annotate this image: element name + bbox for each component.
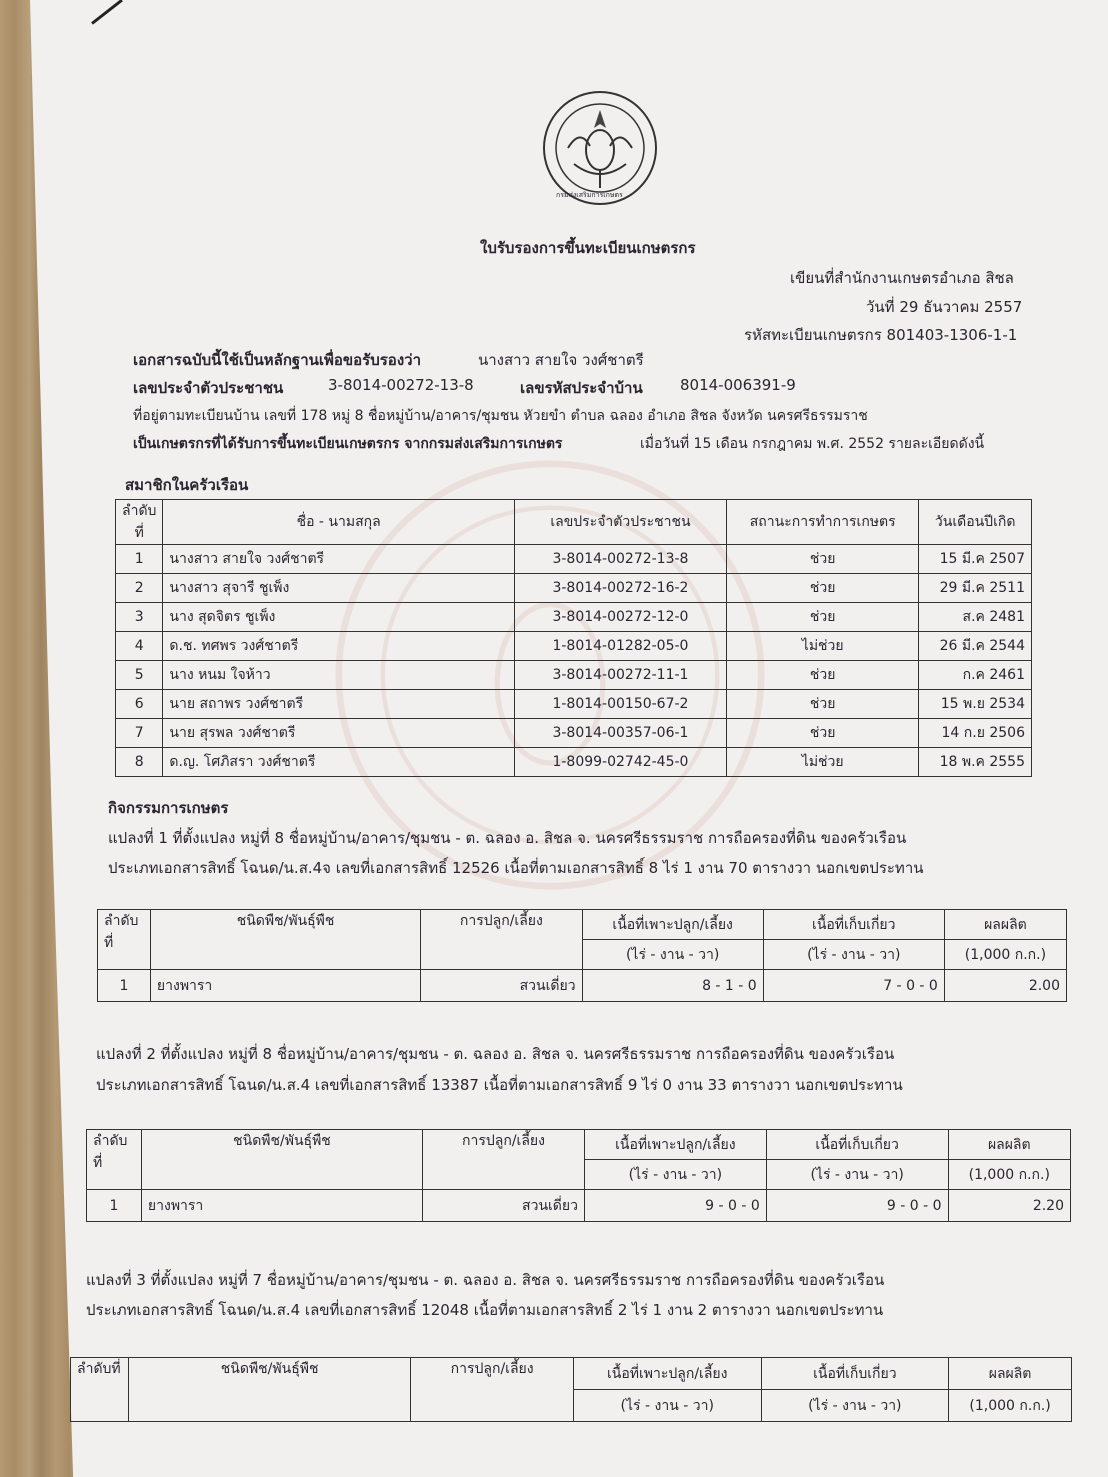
cell-no: 6 <box>116 690 163 719</box>
header-no: ลำดับที่ <box>116 500 163 545</box>
p2-h-unit-a: (ไร่ - งาน - วา) <box>584 1160 766 1190</box>
p1-h-no: ลำดับที่ <box>98 910 151 970</box>
cell-no: 1 <box>87 1190 142 1222</box>
p2-h-planted: เนื้อที่เพาะปลูก/เลี้ยง <box>584 1130 766 1160</box>
cell-name: ด.ญ. โศภิสรา วงศ์ชาตรี <box>163 748 514 777</box>
cell-id: 1-8099-02742-45-0 <box>514 748 726 777</box>
cell-no: 7 <box>116 719 163 748</box>
id-value: 3-8014-00272-13-8 <box>328 376 474 394</box>
household-title: สมาชิกในครัวเรือน <box>125 476 249 494</box>
plot-2-line-2: ประเภทเอกสารสิทธิ์ โฉนด/น.ส.4 เลขที่เอกสารสิทธิ์ 13387 เนื้อที่ตามเอกสารสิทธิ์ 9 ไร่ 0 งาน 33 ตารางวา นอกเขตประทาน <box>96 1076 903 1094</box>
p2-h-unit-b: (ไร่ - งาน - วา) <box>766 1160 948 1190</box>
cell-status: ไม่ช่วย <box>727 748 919 777</box>
p1-h-harvested: เนื้อที่เก็บเกี่ยว <box>763 910 944 940</box>
p2-h-crop: ชนิดพืช/พันธุ์พืช <box>141 1130 422 1190</box>
header-id: เลขประจำตัวประชาชน <box>514 500 726 545</box>
p3-h-unit-b: (ไร่ - งาน - วา) <box>761 1390 949 1422</box>
p3-h-method: การปลูก/เลี้ยง <box>411 1358 574 1422</box>
p2-h-no: ลำดับที่ <box>87 1130 142 1190</box>
p3-h-crop: ชนิดพืช/พันธุ์พืช <box>128 1358 410 1422</box>
cell-id: 3-8014-00357-06-1 <box>514 719 726 748</box>
cell-method: สวนเดี่ยว <box>423 1190 585 1222</box>
plot-1-line-1: แปลงที่ 1 ที่ตั้งแปลง หมู่ที่ 8 ชื่อหมู่บ้าน/อาคาร/ชุมชน - ต. ฉลอง อ. สิชล จ. นครศรีธรรมราช การถือครองที่ดิน ของครัวเรือน <box>108 829 907 847</box>
p2-h-method: การปลูก/เลี้ยง <box>423 1130 585 1190</box>
cell-birth: 15 พ.ย 2534 <box>919 690 1032 719</box>
cell-name: นาย สถาพร วงศ์ชาตรี <box>163 690 514 719</box>
cell-name: นาย สุรพล วงศ์ชาตรี <box>163 719 514 748</box>
cell-harvested: 9 - 0 - 0 <box>766 1190 948 1222</box>
plot-3-line-2: ประเภทเอกสารสิทธิ์ โฉนด/น.ส.4 เลขที่เอกสารสิทธิ์ 12048 เนื้อที่ตามเอกสารสิทธิ์ 2 ไร่ 1 งาน 2 ตารางวา นอกเขตประทาน <box>86 1301 884 1319</box>
cell-id: 3-8014-00272-11-1 <box>514 661 726 690</box>
cell-no: 4 <box>116 632 163 661</box>
table-row <box>116 661 1032 690</box>
table-row <box>116 719 1032 748</box>
p3-h-no: ลำดับที่ <box>71 1358 129 1422</box>
table-row <box>87 1190 1071 1222</box>
cell-name: นางสาว สุจารี ชูเพ็ง <box>163 574 514 603</box>
header-birth: วันเดือนปีเกิด <box>919 500 1032 545</box>
household-table <box>115 499 1032 777</box>
registration-code: รหัสทะเบียนเกษตรกร 801403-1306-1-1 <box>744 326 1018 344</box>
plot-1-crop-table <box>97 909 1067 1002</box>
table-row <box>116 603 1032 632</box>
cell-status: ช่วย <box>727 690 919 719</box>
p3-h-yield: ผลผลิต <box>949 1358 1072 1390</box>
table-row <box>116 748 1032 777</box>
plot-3-crop-table <box>70 1357 1072 1422</box>
p2-h-yield: ผลผลิต <box>948 1130 1070 1160</box>
p3-h-unit-a: (ไร่ - งาน - วา) <box>573 1390 761 1422</box>
house-label: เลขรหัสประจำบ้าน <box>520 379 643 397</box>
plot-2-crop-table <box>86 1129 1071 1222</box>
registered-label: เป็นเกษตรกรที่ได้รับการขึ้นทะเบียนเกษตรกร จากกรมส่งเสริมการเกษตร <box>133 436 563 452</box>
p3-h-yield-unit: (1,000 ก.ก.) <box>949 1390 1072 1422</box>
cell-yield: 2.00 <box>944 970 1066 1002</box>
cell-status: ช่วย <box>727 603 919 632</box>
p2-h-harvested: เนื้อที่เก็บเกี่ยว <box>766 1130 948 1160</box>
cell-no: 8 <box>116 748 163 777</box>
p1-h-yield-unit: (1,000 ก.ก.) <box>944 940 1066 970</box>
cell-status: ช่วย <box>727 545 919 574</box>
p1-h-yield: ผลผลิต <box>944 910 1066 940</box>
cell-id: 3-8014-00272-16-2 <box>514 574 726 603</box>
certify-name: นางสาว สายใจ วงศ์ชาตรี <box>478 351 644 369</box>
p2-h-yield-unit: (1,000 ก.ก.) <box>948 1160 1070 1190</box>
cell-name: ด.ช. ทศพร วงศ์ชาตรี <box>163 632 514 661</box>
p3-h-planted: เนื้อที่เพาะปลูก/เลี้ยง <box>573 1358 761 1390</box>
table-row <box>116 545 1032 574</box>
cell-status: ไม่ช่วย <box>727 632 919 661</box>
document-title: ใบรับรองการขึ้นทะเบียนเกษตรกร <box>480 239 696 257</box>
cell-status: ช่วย <box>727 661 919 690</box>
cell-id: 3-8014-00272-12-0 <box>514 603 726 632</box>
plot-2-line-1: แปลงที่ 2 ที่ตั้งแปลง หมู่ที่ 8 ชื่อหมู่บ้าน/อาคาร/ชุมชน - ต. ฉลอง อ. สิชล จ. นครศรีธรรมราช การถือครองที่ดิน ของครัวเรือน <box>96 1045 895 1063</box>
cell-crop: ยางพารา <box>141 1190 422 1222</box>
cell-name: นาง สุดจิตร ชูเพ็ง <box>163 603 514 632</box>
cell-birth: ก.ค 2461 <box>919 661 1032 690</box>
cell-status: ช่วย <box>727 574 919 603</box>
cell-birth: ส.ค 2481 <box>919 603 1032 632</box>
cell-crop: ยางพารา <box>150 970 420 1002</box>
cell-no: 1 <box>116 545 163 574</box>
cell-yield: 2.20 <box>948 1190 1070 1222</box>
cell-method: สวนเดี่ยว <box>421 970 582 1002</box>
table-row <box>116 690 1032 719</box>
cell-harvested: 7 - 0 - 0 <box>763 970 944 1002</box>
document-date: วันที่ 29 ธันวาคม 2557 <box>866 298 1023 316</box>
certify-label: เอกสารฉบับนี้ใช้เป็นหลักฐานเพื่อขอรับรองว่า <box>133 351 421 369</box>
table-row <box>116 632 1032 661</box>
plot-3-line-1: แปลงที่ 3 ที่ตั้งแปลง หมู่ที่ 7 ชื่อหมู่บ้าน/อาคาร/ชุมชน - ต. ฉลอง อ. สิชล จ. นครศรีธรรมราช การถือครองที่ดิน ของครัวเรือน <box>86 1271 885 1289</box>
cell-planted: 9 - 0 - 0 <box>584 1190 766 1222</box>
registered-date: เมื่อวันที่ 15 เดือน กรกฎาคม พ.ศ. 2552 รายละเอียดดังนี้ <box>640 436 985 452</box>
cell-birth: 15 มี.ค 2507 <box>919 545 1032 574</box>
cell-birth: 26 มี.ค 2544 <box>919 632 1032 661</box>
cell-name: นางสาว สายใจ วงศ์ชาตรี <box>163 545 514 574</box>
p1-h-method: การปลูก/เลี้ยง <box>421 910 582 970</box>
written-at: เขียนที่สำนักงานเกษตรอำเภอ สิชล <box>790 269 1014 287</box>
p1-h-crop: ชนิดพืช/พันธุ์พืช <box>150 910 420 970</box>
cell-birth: 18 พ.ค 2555 <box>919 748 1032 777</box>
activities-title: กิจกรรมการเกษตร <box>108 799 229 817</box>
p1-h-unit-b: (ไร่ - งาน - วา) <box>763 940 944 970</box>
table-row <box>116 574 1032 603</box>
p1-h-planted: เนื้อที่เพาะปลูก/เลี้ยง <box>582 910 763 940</box>
p1-h-unit-a: (ไร่ - งาน - วา) <box>582 940 763 970</box>
cell-status: ช่วย <box>727 719 919 748</box>
cell-no: 1 <box>98 970 151 1002</box>
cell-no: 5 <box>116 661 163 690</box>
id-label: เลขประจำตัวประชาชน <box>133 379 284 397</box>
cell-no: 3 <box>116 603 163 632</box>
cell-id: 3-8014-00272-13-8 <box>514 545 726 574</box>
cell-birth: 29 มี.ค 2511 <box>919 574 1032 603</box>
cell-id: 1-8014-01282-05-0 <box>514 632 726 661</box>
plot-1-line-2: ประเภทเอกสารสิทธิ์ โฉนด/น.ส.4จ เลขที่เอกสารสิทธิ์ 12526 เนื้อที่ตามเอกสารสิทธิ์ 8 ไร่ 1 งาน 70 ตารางวา นอกเขตประทาน <box>108 859 924 877</box>
household-header-row <box>116 500 1032 545</box>
cell-birth: 14 ก.ย 2506 <box>919 719 1032 748</box>
cell-id: 1-8014-00150-67-2 <box>514 690 726 719</box>
address: ที่อยู่ตามทะเบียนบ้าน เลขที่ 178 หมู่ 8 ชื่อหมู่บ้าน/อาคาร/ชุมชน หัวยขำ ตำบล ฉลอง อำเภอ สิชล จังหวัด นครศรีธรรมราช <box>133 408 868 424</box>
cell-no: 2 <box>116 574 163 603</box>
house-value: 8014-006391-9 <box>680 376 796 394</box>
p3-h-harvested: เนื้อที่เก็บเกี่ยว <box>761 1358 949 1390</box>
seal-text: กรมส่งเสริมการเกษตร <box>556 191 623 199</box>
table-row <box>98 970 1067 1002</box>
cell-name: นาง หนม ใจห้าว <box>163 661 514 690</box>
cell-planted: 8 - 1 - 0 <box>582 970 763 1002</box>
header-name: ชื่อ - นามสกุล <box>163 500 514 545</box>
header-status: สถานะการทำการเกษตร <box>727 500 919 545</box>
